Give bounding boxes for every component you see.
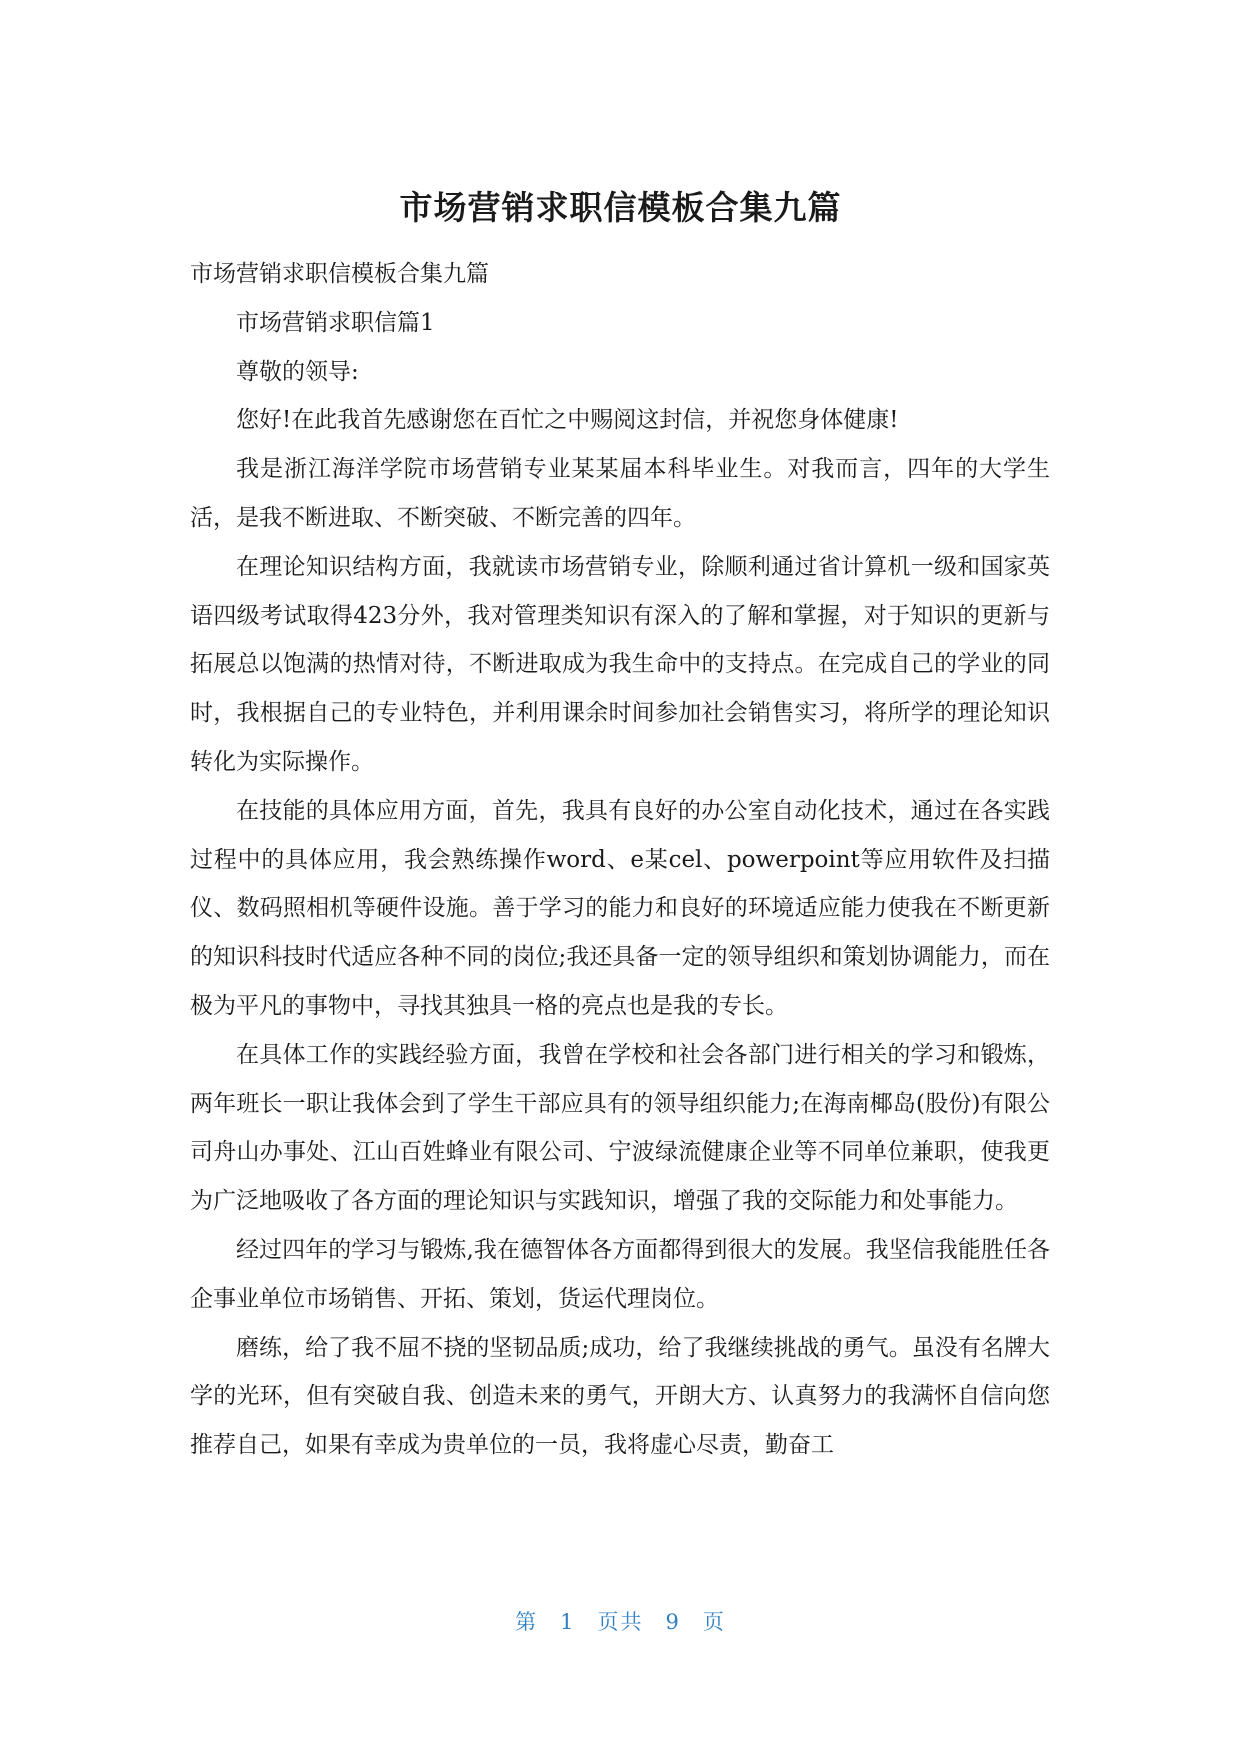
footer-label-page: 第	[515, 1610, 539, 1634]
paragraph-section-heading: 市场营销求职信篇1	[236, 309, 435, 336]
paragraph-skills: 在技能的具体应用方面，首先，我具有良好的办公室自动化技术，通过在各实践过程中的具体应用，我会熟练操作word、e某cel、powerpoint等应用软件及扫描仪、数码照相机等硬件设施。善于学习的能力和良好的环境适应能力使我在不断更新的知识科技时代适应各种不同的岗位;我还具备一定的领导组织和策划协调能力，而在极为平凡的事物中，寻找其独具一格的亮点也是我的专长。	[190, 797, 1050, 1019]
paragraph-greeting: 您好!在此我首先感谢您在百忙之中赐阅这封信，并祝您身体健康!	[236, 407, 899, 434]
footer-label-pages: 页	[702, 1610, 726, 1634]
paragraph-theory-knowledge: 在理论知识结构方面，我就读市场营销专业，除顺利通过省计算机一级和国家英语四级考试取得423分外，我对管理类知识有深入的了解和掌握，对于知识的更新与拓展总以饱满的热情对待，不断进取成为我生命中的支持点。在完成自己的学业的同时，我根据自己的专业特色，并利用课余时间参加社会销售实习，将所学的理论知识转化为实际操作。	[190, 553, 1050, 775]
paragraph-experience: 在具体工作的实践经验方面，我曾在学校和社会各部门进行相关的学习和锻炼，两年班长一职让我体会到了学生干部应具有的领导组织能力;在海南椰岛(股份)有限公司舟山办事处、江山百姓蜂业有限公司、宁波绿流健康企业等不同单位兼职，使我更为广泛地吸收了各方面的理论知识与实践知识，增强了我的交际能力和处事能力。	[190, 1041, 1050, 1215]
paragraph-salutation: 尊敬的领导:	[236, 358, 359, 385]
document-body	[190, 250, 1050, 1470]
paragraph-subtitle: 市场营销求职信模板合集九篇	[190, 261, 489, 287]
footer-total-pages: 9	[665, 1610, 681, 1634]
page-footer	[0, 1606, 1241, 1636]
paragraph-closing: 磨练，给了我不屈不挠的坚韧品质;成功，给了我继续挑战的勇气。虽没有名牌大学的光环，但有突破自我、创造未来的勇气，开朗大方、认真努力的我满怀自信向您推荐自己，如果有幸成为贵单位的一员，我将虚心尽责，勤奋工	[190, 1334, 1050, 1459]
footer-current-page: 1	[560, 1610, 576, 1634]
footer-label-of: 页共	[597, 1610, 644, 1634]
paragraph-introduction: 我是浙江海洋学院市场营销专业某某届本科毕业生。对我而言，四年的大学生活，是我不断进取、不断突破、不断完善的四年。	[190, 456, 1050, 531]
paragraph-development: 经过四年的学习与锻炼,我在德智体各方面都得到很大的发展。我坚信我能胜任各企事业单位市场销售、开拓、策划，货运代理岗位。	[190, 1236, 1050, 1312]
document-title: 市场营销求职信模板合集九篇	[399, 188, 842, 227]
